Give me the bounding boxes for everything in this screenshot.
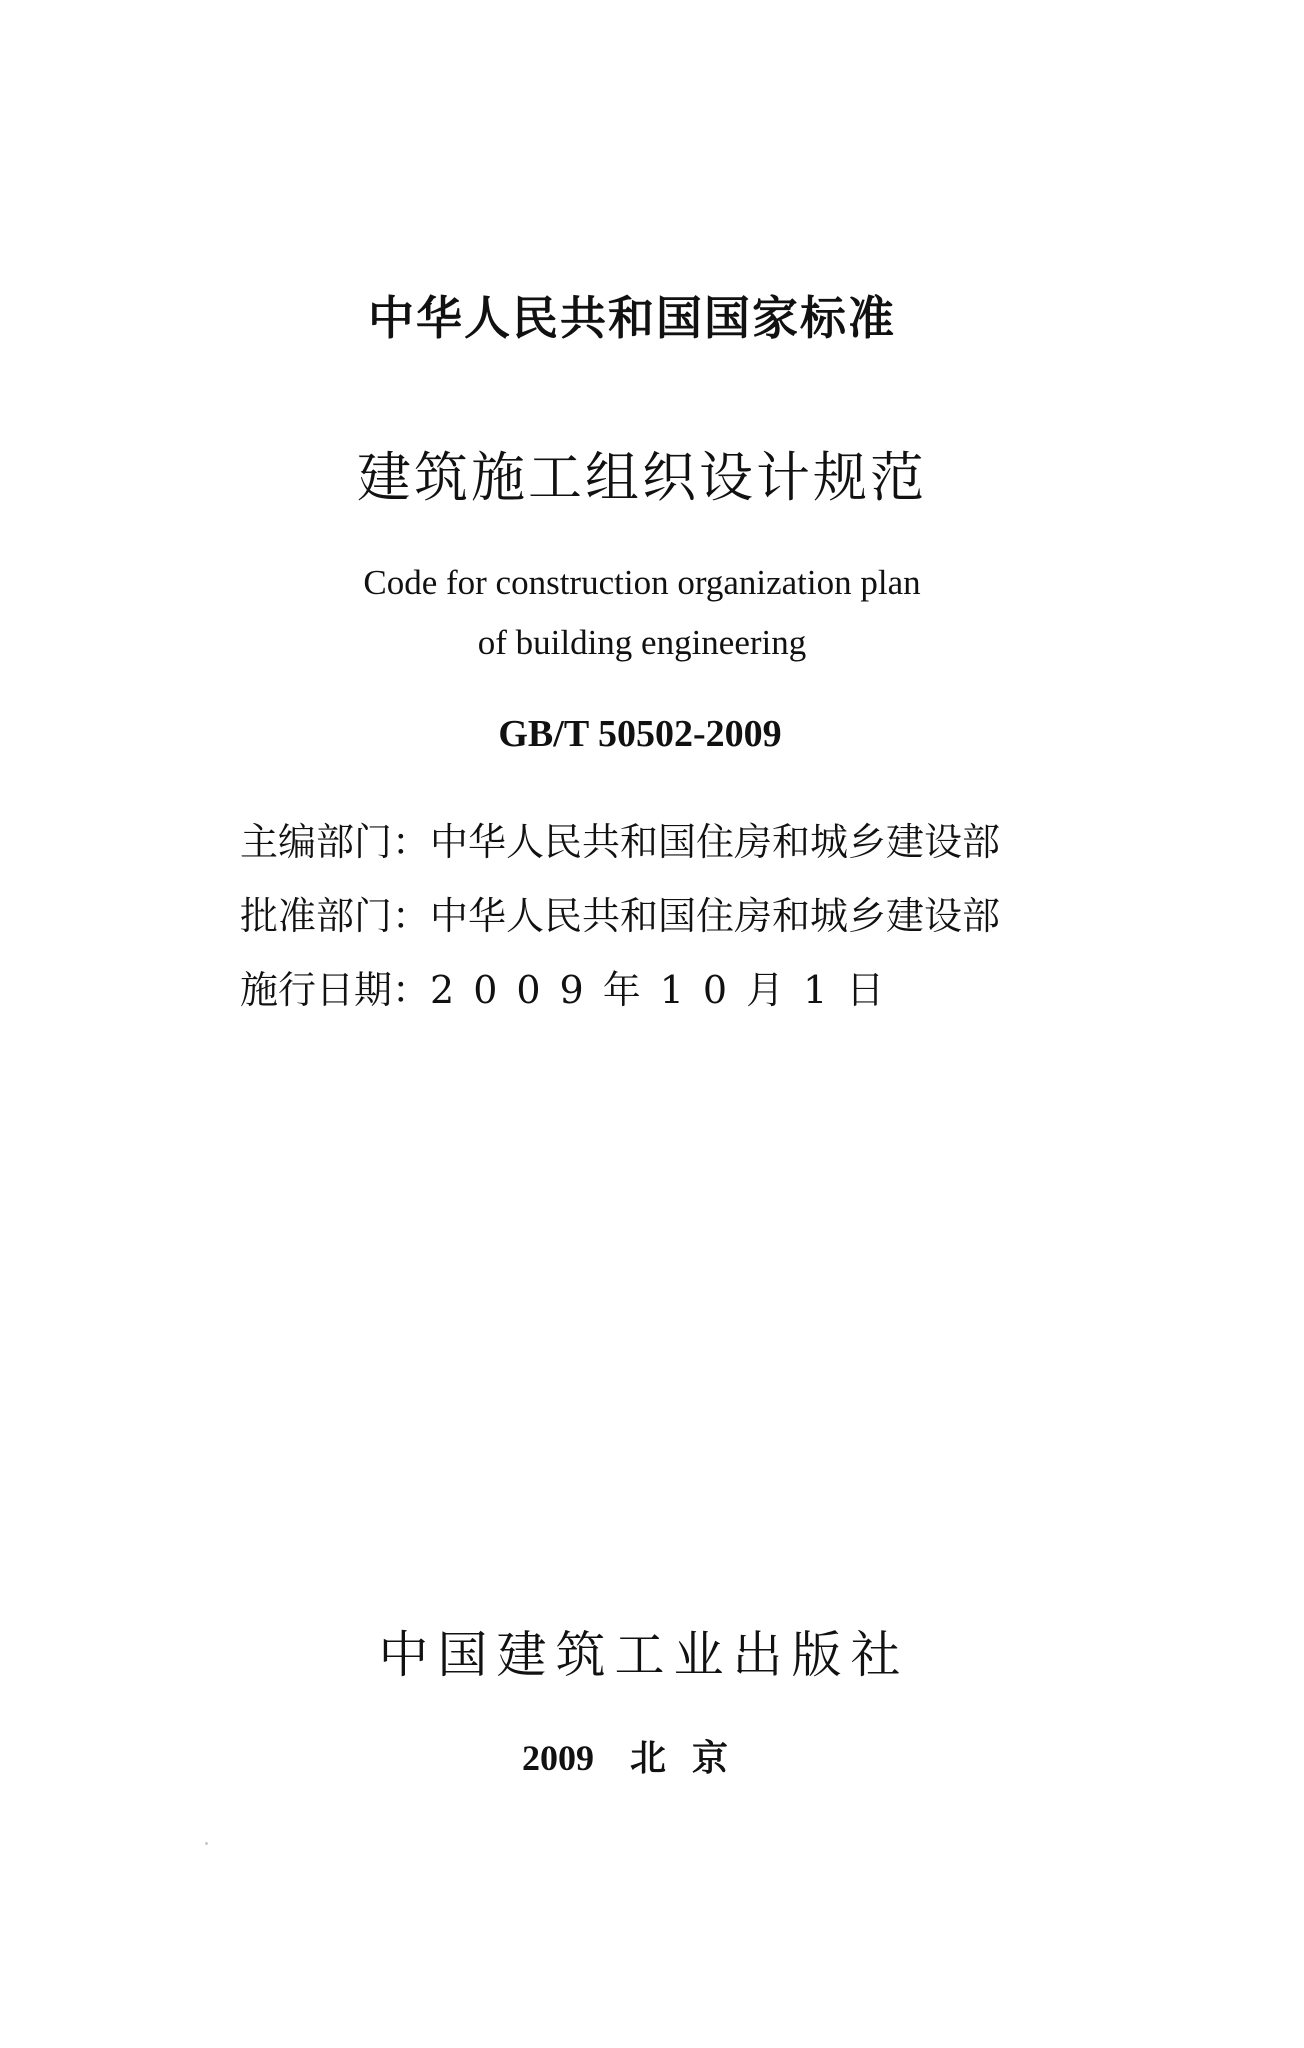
effective-date-label: 施行日期：	[240, 968, 431, 1012]
approver-value: 中华人民共和国住房和城乡建设部	[430, 894, 1001, 938]
effective-date-row	[240, 953, 1000, 1027]
effective-date-value: 2009年10月1日	[430, 968, 904, 1012]
editor-value: 中华人民共和国住房和城乡建设部	[430, 820, 1001, 864]
title-english-line-2: of building engineering	[477, 623, 807, 662]
publication-year: 2009	[521, 1738, 594, 1778]
approver-label: 批准部门：	[240, 894, 431, 938]
standard-series-heading: 中华人民共和国国家标准	[368, 291, 896, 345]
standard-code: GB/T 50502-2009	[498, 713, 782, 755]
publication-line	[0, 1730, 1290, 1781]
editor-label: 主编部门：	[240, 820, 431, 864]
publisher-name: 中国建筑工业出版社	[378, 1626, 910, 1684]
editor-row	[240, 805, 1000, 879]
publication-city: 北京	[629, 1738, 754, 1778]
document-title-chinese: 建筑施工组织设计规范	[357, 446, 927, 509]
issuing-info-block	[240, 805, 1000, 1027]
approver-row	[240, 879, 1000, 953]
document-title-english	[0, 553, 1294, 673]
title-english-line-1: Code for construction organization plan	[363, 563, 921, 602]
scan-speck	[205, 1842, 208, 1845]
